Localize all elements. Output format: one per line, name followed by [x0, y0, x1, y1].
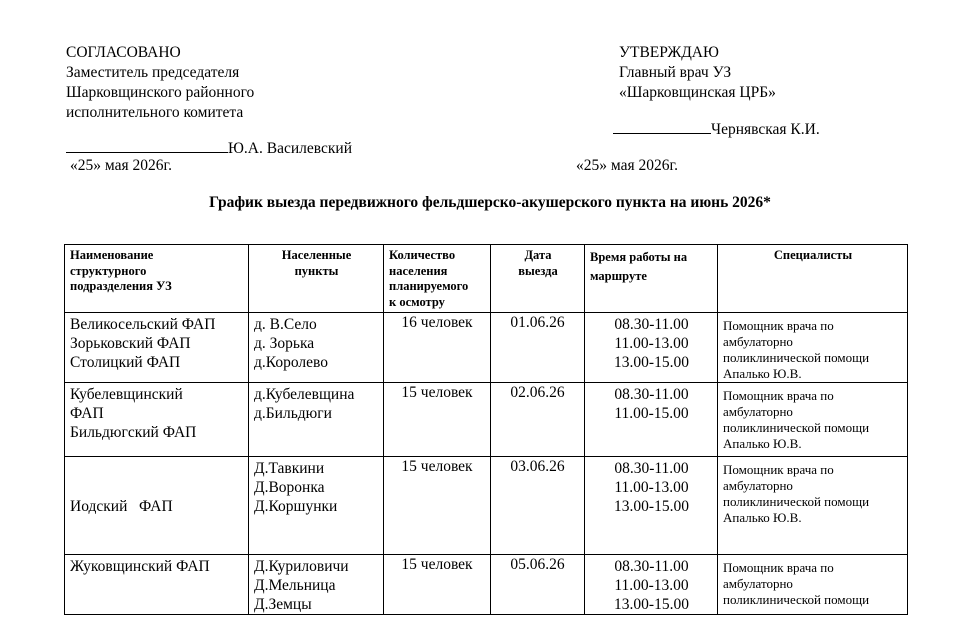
cell-unit: Иодский ФАП: [65, 457, 249, 555]
header-specialists: Специалисты: [718, 245, 908, 313]
approval-right-date: «25» мая 2026г.: [576, 157, 678, 174]
cell-unit: Великосельский ФАП Зорьковский ФАП Столицкий ФАП: [65, 313, 249, 383]
cell-date: 01.06.26: [491, 313, 585, 383]
cell-unit: Кубелевщинский ФАП Бильдюгский ФАП: [65, 383, 249, 457]
header-unit: Наименование структурного подразделения УЗ: [65, 245, 249, 313]
table-row: [65, 383, 908, 457]
cell-date: 05.06.26: [491, 555, 585, 615]
header-hours: Время работы на маршруте: [585, 245, 718, 313]
approval-right-position: «Шарковщинская ЦРБ»: [619, 84, 776, 101]
approval-left-signatory: Ю.А. Василевский: [228, 140, 352, 157]
header-date: Дата выезда: [491, 245, 585, 313]
approval-right-signatory: Чернявская К.И.: [711, 121, 820, 138]
cell-hours: 08.30-11.00 11.00-13.00 13.00-15.00: [585, 457, 718, 555]
table-row: [65, 313, 908, 383]
cell-settlements: Д.Куриловичи Д.Мельница Д.Земцы: [249, 555, 384, 615]
table-header-row: [65, 245, 908, 313]
approval-left-heading: СОГЛАСОВАНО: [66, 44, 181, 61]
signature-line: [66, 137, 228, 153]
cell-settlements: д.Кубелевщина д.Бильдюги: [249, 383, 384, 457]
cell-unit: Жуковщинский ФАП: [65, 555, 249, 615]
document-title: График выезда передвижного фельдшерско-акушерского пункта на июнь 2026*: [209, 194, 771, 211]
cell-hours: 08.30-11.00 11.00-13.00 13.00-15.00: [585, 555, 718, 615]
signature-line: [613, 118, 711, 134]
cell-population: 15 человек: [384, 555, 491, 615]
cell-date: 02.06.26: [491, 383, 585, 457]
table-row: [65, 555, 908, 615]
cell-hours: 08.30-11.00 11.00-15.00: [585, 383, 718, 457]
approval-right-position: Главный врач УЗ: [619, 64, 732, 81]
approval-right: [619, 43, 776, 103]
approval-right-signature: [613, 118, 820, 140]
header-settlements: Населенные пункты: [249, 245, 384, 313]
cell-specialists: Помощник врача по амбулаторно поликлинической помощи Апалько Ю.В.: [718, 383, 908, 457]
cell-hours: 08.30-11.00 11.00-13.00 13.00-15.00: [585, 313, 718, 383]
cell-specialists: Помощник врача по амбулаторно поликлинической помощи Апалько Ю.В.: [718, 457, 908, 555]
approval-right-heading: УТВЕРЖДАЮ: [619, 44, 719, 61]
cell-settlements: д. В.Село д. Зорька д.Королево: [249, 313, 384, 383]
cell-date: 03.06.26: [491, 457, 585, 555]
cell-population: 15 человек: [384, 457, 491, 555]
cell-specialists: Помощник врача по амбулаторно поликлинической помощи: [718, 555, 908, 615]
cell-population: 16 человек: [384, 313, 491, 383]
header-population: Количество населения планируемого к осмотру: [384, 245, 491, 313]
table-row: [65, 457, 908, 555]
cell-settlements: Д.Тавкини Д.Воронка Д.Коршунки: [249, 457, 384, 555]
cell-population: 15 человек: [384, 383, 491, 457]
approval-left-position: Заместитель председателя: [66, 64, 240, 81]
schedule-table: [64, 244, 908, 615]
cell-specialists: Помощник врача по амбулаторно поликлинической помощи Апалько Ю.В.: [718, 313, 908, 383]
approval-left: [66, 43, 254, 123]
approval-left-date: «25» мая 2026г.: [70, 157, 172, 174]
approval-left-position: исполнительного комитета: [66, 104, 244, 121]
approval-left-position: Шарковщинского районного: [66, 84, 255, 101]
